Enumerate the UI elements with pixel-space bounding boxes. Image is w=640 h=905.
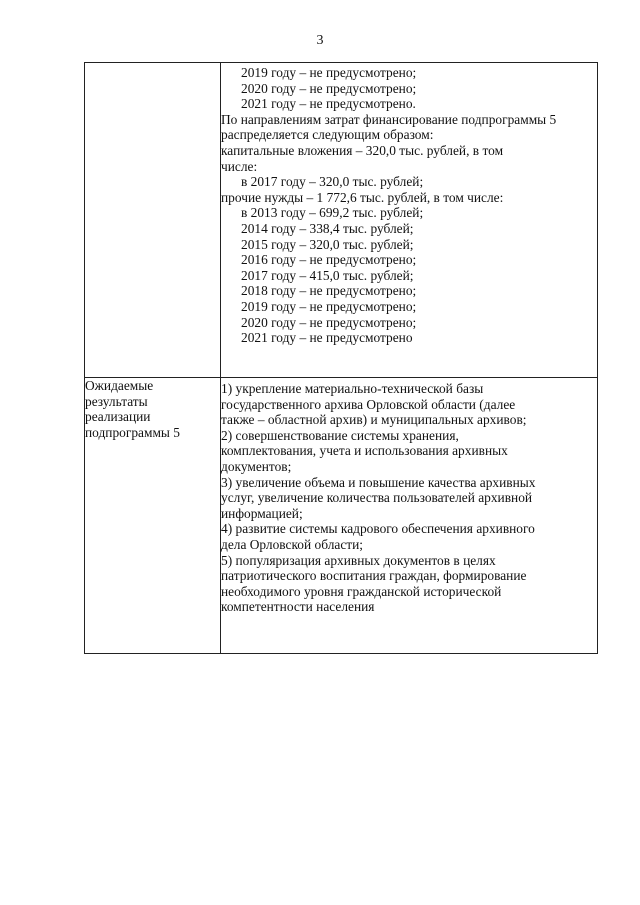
financing-line: 2019 году – не предусмотрено; bbox=[241, 298, 417, 314]
table-row-expected-results bbox=[85, 378, 598, 654]
financing-line: числе: bbox=[221, 158, 258, 174]
result-line: 2) совершенствование системы хранения, bbox=[221, 427, 459, 443]
row2-left-cell bbox=[85, 378, 221, 654]
label-line: Ожидаемые bbox=[85, 378, 154, 393]
result-line: 4) развитие системы кадрового обеспечения архивного bbox=[221, 521, 535, 537]
financing-text bbox=[221, 65, 597, 346]
row1-left-cell bbox=[85, 63, 221, 378]
financing-line: 2021 году – не предусмотрено. bbox=[241, 96, 416, 112]
row2-right-cell bbox=[221, 378, 598, 654]
financing-line: в 2013 году – 699,2 тыс. рублей; bbox=[241, 205, 424, 221]
financing-line: 2021 году – не предусмотрено bbox=[241, 330, 413, 346]
label-line: реализации bbox=[85, 409, 151, 425]
financing-line: По направлениям затрат финансирование подпрограммы 5 bbox=[221, 111, 557, 127]
result-line: необходимого уровня гражданской исторической bbox=[221, 583, 502, 599]
financing-line: в 2017 году – 320,0 тыс. рублей; bbox=[241, 174, 424, 190]
result-line: 3) увеличение объема и повышение качества архивных bbox=[221, 474, 536, 490]
financing-line: 2020 году – не предусмотрено; bbox=[241, 314, 417, 330]
result-line: 1) укрепление материально-технической базы bbox=[221, 381, 484, 396]
expected-results-label bbox=[85, 378, 220, 440]
result-line: патриотического воспитания граждан, формирование bbox=[221, 568, 527, 584]
result-line: информацией; bbox=[221, 505, 303, 521]
subprogram-table bbox=[84, 62, 598, 654]
financing-line: 2020 году – не предусмотрено; bbox=[241, 80, 417, 96]
financing-line: капитальные вложения – 320,0 тыс. рублей, в том bbox=[221, 142, 504, 158]
label-line: результаты bbox=[85, 393, 148, 409]
result-line: комплектования, учета и использования архивных bbox=[221, 443, 508, 459]
expected-results-text bbox=[221, 381, 597, 615]
row1-right-cell bbox=[221, 63, 598, 378]
result-line: государственного архива Орловской области (далее bbox=[221, 396, 516, 412]
label-line: подпрограммы 5 bbox=[85, 424, 180, 440]
financing-line: 2019 году – не предусмотрено; bbox=[241, 65, 417, 80]
financing-line: 2016 году – не предусмотрено; bbox=[241, 252, 417, 268]
financing-line: 2015 году – 320,0 тыс. рублей; bbox=[241, 236, 414, 252]
result-line: документов; bbox=[221, 458, 292, 474]
financing-line: 2014 году – 338,4 тыс. рублей; bbox=[241, 220, 414, 236]
financing-line: распределяется следующим образом: bbox=[221, 127, 434, 143]
result-line: услуг, увеличение количества пользователей архивной bbox=[221, 490, 533, 506]
financing-line: прочие нужды – 1 772,6 тыс. рублей, в том числе: bbox=[221, 189, 504, 205]
result-line: дела Орловской области; bbox=[221, 536, 363, 552]
table-row-financing bbox=[85, 63, 598, 378]
page-number: 3 bbox=[316, 33, 324, 48]
financing-line: 2018 году – не предусмотрено; bbox=[241, 283, 417, 299]
result-line: компетентности населения bbox=[221, 599, 375, 615]
result-line: также – областной архив) и муниципальных архивов; bbox=[221, 412, 527, 428]
financing-line: 2017 году – 415,0 тыс. рублей; bbox=[241, 267, 414, 283]
result-line: 5) популяризация архивных документов в целях bbox=[221, 552, 496, 568]
